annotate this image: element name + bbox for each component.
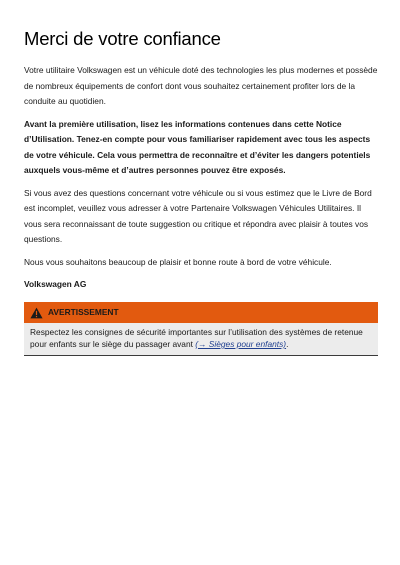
signature: Volkswagen AG	[24, 279, 87, 289]
wishes-paragraph: Nous vous souhaitons beaucoup de plaisir et bonne route à bord de votre véhicule.	[24, 256, 332, 267]
document-page	[24, 28, 378, 356]
warning-body	[24, 323, 378, 355]
questions-paragraph: Si vous avez des questions concernant votre véhicule ou si vous estimez que le Livre de Bord est incomplet, veuillez vous adresser à votre Partenaire Volkswagen Véhicules Utilitaires. Il vous sera reconnaissant de toute suggestion ou critique et répondra avec plaisir à toutes vos questions.	[24, 187, 372, 244]
warning-header	[24, 302, 378, 323]
warning-text: Respectez les consignes de sécurité importantes sur l’utilisation des systèmes de retenue pour enfants sur le siège du passager avant	[30, 326, 363, 349]
warning-text-end: .	[286, 339, 289, 349]
warning-triangle-icon	[30, 306, 43, 318]
warning-title: AVERTISSEMENT	[48, 307, 119, 317]
page-title: Merci de votre confiance	[24, 28, 221, 49]
intro-paragraph: Votre utilitaire Volkswagen est un véhicule doté des technologies les plus modernes et possède de nombreux équipements de confort dont vous souhaitez certainement profiter lors de la conduite au quotidien.	[24, 65, 378, 106]
notice-paragraph: Avant la première utilisation, lisez les informations contenues dans cette Notice d’Utilisation. Tenez-en compte pour vous familiariser rapidement avec tous les aspects de votre véhicule. Cela vous permettra de reconnaître et d’éviter les dangers potentiels auxquels vous-même et d’autres personnes pouvez être exposés.	[24, 118, 371, 175]
child-seats-link[interactable]: (→ Sièges pour enfants)	[195, 339, 287, 349]
warning-box	[24, 302, 378, 356]
